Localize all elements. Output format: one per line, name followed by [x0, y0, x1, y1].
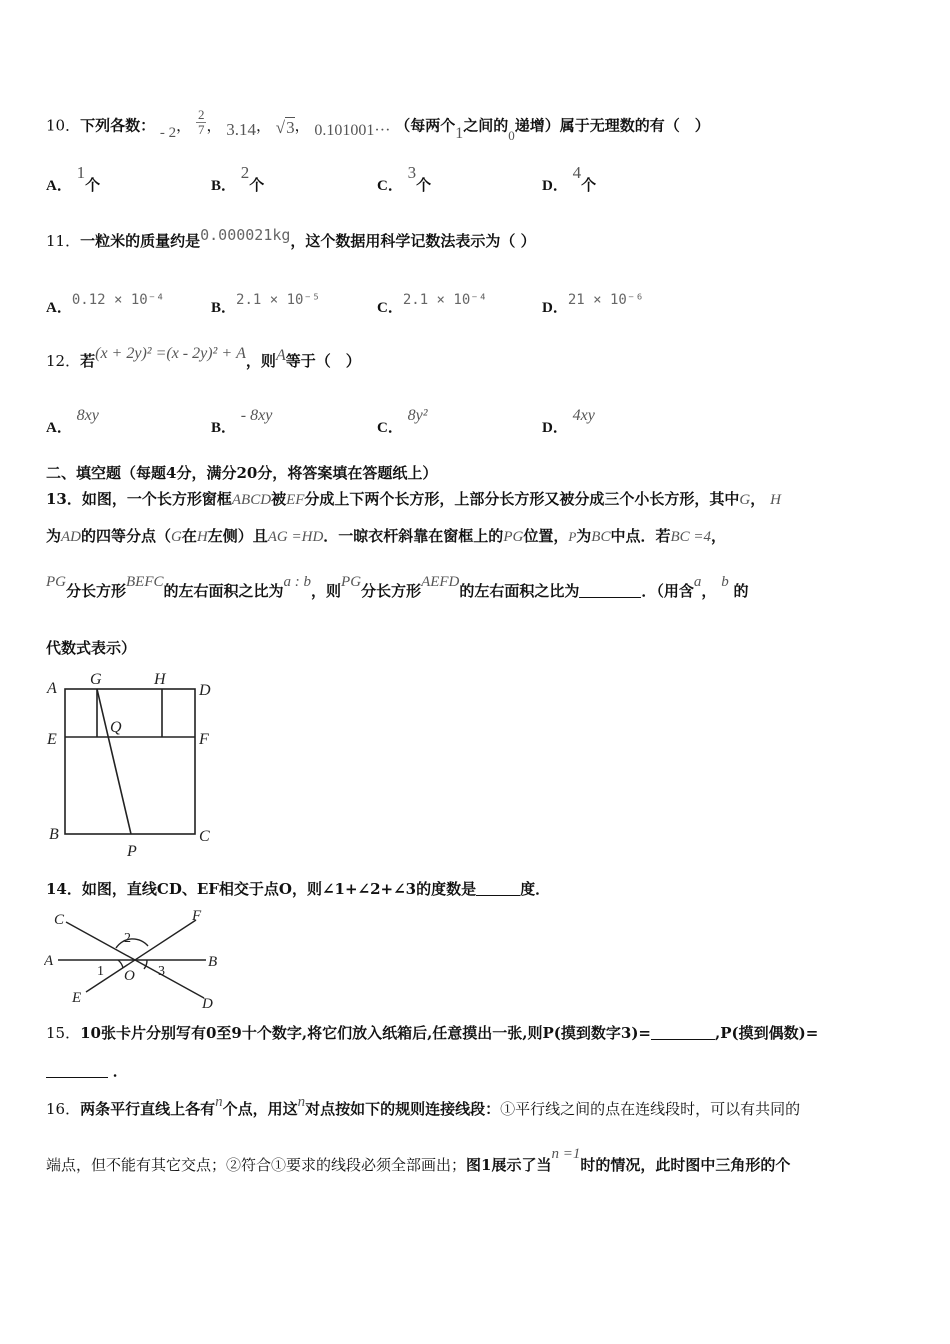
q16-line1 — [46, 1094, 800, 1125]
label-e: E — [47, 731, 57, 748]
q12-option-a[interactable] — [46, 404, 99, 436]
q12-option-c[interactable] — [377, 404, 428, 436]
q10-frac-num: 2 — [197, 107, 205, 122]
label-b: B — [208, 954, 218, 970]
q10-option-d[interactable] — [542, 162, 597, 194]
q13-p: P — [568, 529, 577, 544]
q14-lines-figure — [44, 904, 234, 1012]
label-a: A — [47, 680, 57, 697]
q16-text: 两条平行直线上各有 — [80, 1100, 216, 1118]
q13-var-a: a — [693, 574, 702, 590]
q11-stem — [46, 226, 536, 251]
q10-option-b[interactable] — [211, 162, 265, 194]
q12-var-a: A — [275, 347, 286, 364]
label-p: P — [127, 843, 137, 860]
option-value: 3 — [407, 163, 417, 182]
q15-line2 — [46, 1060, 128, 1081]
angle-2-arc — [116, 939, 148, 948]
q10-note-b: 之间的 — [463, 116, 509, 135]
q10-sqrt: √3 — [275, 117, 295, 137]
q13-text: ， — [750, 490, 766, 508]
option-suffix: 个 — [581, 176, 597, 194]
option-value: 2 — [240, 163, 250, 182]
q16-text: 端点，但不能有其它交点；②符合①要求的线段必须全部画出； — [46, 1156, 467, 1174]
option-value: 1 — [76, 163, 86, 182]
q10-comma: ， — [176, 116, 192, 135]
q10-fraction — [196, 108, 207, 137]
q11-number: 11． — [46, 232, 81, 250]
label-g: G — [90, 671, 102, 688]
q13-text: ， — [711, 527, 727, 545]
q13-text: 位置， — [523, 527, 569, 545]
q10-note-c: 递增）属于无理数的有（ ） — [514, 116, 710, 135]
q10-option-a[interactable] — [46, 162, 101, 194]
q12-prompt-b: ，则 — [245, 352, 276, 370]
q10-comma2: ， — [206, 116, 222, 135]
option-label: B． — [211, 300, 237, 316]
option-label: D． — [542, 178, 568, 194]
q13-text: 左侧）且 — [207, 527, 268, 545]
q10-comma3: ， — [255, 116, 271, 135]
q10-stem — [46, 107, 710, 152]
option-suffix: 个 — [85, 176, 101, 194]
q13-abcd: ABCD — [231, 492, 272, 508]
q11-mass: 0.000021kg — [200, 226, 291, 244]
q16-text: 对点按如下的规则连接线段： — [305, 1100, 501, 1118]
q13-text: 的左右面积之比为 — [459, 582, 580, 600]
q10-314: 3.14 — [226, 119, 256, 139]
option-value: 4xy — [572, 407, 595, 424]
option-label: A． — [46, 300, 72, 316]
q13-g: G — [739, 492, 751, 508]
label-o: O — [124, 968, 135, 984]
option-value: 8y² — [407, 407, 428, 424]
segment-pg — [97, 689, 131, 834]
q13-ag-hd: AG =HD — [267, 529, 324, 545]
q13-text: 被 — [271, 490, 287, 508]
q16-n: n — [297, 1094, 306, 1110]
q13-g: G — [171, 529, 182, 545]
q13-h: H — [770, 492, 781, 508]
q16-n: n — [215, 1094, 223, 1110]
option-label: D． — [542, 420, 568, 436]
option-label: A． — [46, 178, 72, 194]
q13-pg: PG — [341, 574, 362, 590]
label-f: F — [199, 731, 209, 748]
rect-abcd — [65, 689, 195, 834]
q16-text: 个点，用这 — [222, 1100, 298, 1118]
q13-text: 中点．若 — [610, 527, 671, 545]
q13-line2 — [46, 525, 726, 546]
q12-prompt-a: 若 — [80, 352, 96, 370]
option-value: 2.1 × 10⁻⁵ — [236, 292, 321, 308]
label-e: E — [72, 990, 82, 1006]
q11-option-a[interactable] — [46, 288, 165, 316]
q13-ad: AD — [61, 529, 82, 545]
q13-text: 为 — [46, 527, 62, 545]
q10-number: 10． — [46, 116, 81, 135]
q16-n-eq: n =1 — [551, 1146, 581, 1162]
q16-number: 16． — [46, 1100, 81, 1118]
q15-number: 15． — [46, 1024, 81, 1042]
option-suffix: 个 — [249, 176, 265, 194]
q11-option-b[interactable] — [211, 288, 321, 316]
label-q: Q — [110, 719, 122, 736]
option-label: D． — [542, 300, 568, 316]
q13-line1 — [46, 488, 781, 509]
q13-text: ，则 — [311, 582, 342, 600]
q13-line4: 代数式表示） — [46, 639, 137, 657]
option-value: 21 × 10⁻⁶ — [567, 292, 644, 308]
option-value: - 8xy — [240, 407, 273, 424]
q14-answer-blank[interactable] — [476, 881, 520, 896]
q12-stem — [46, 346, 361, 377]
q15-text: ． — [112, 1062, 128, 1080]
q13-bc: BC — [591, 529, 611, 545]
q12-option-d[interactable] — [542, 404, 595, 436]
q13-var-b: b — [721, 574, 729, 590]
q12-option-b[interactable] — [211, 404, 273, 436]
q13-text: 的四等分点（ — [81, 527, 172, 545]
q13-text: 在 — [181, 527, 197, 545]
q13-text: ．（用含 — [641, 582, 694, 600]
q13-h: H — [196, 529, 208, 545]
q10-frac-den: 7 — [197, 122, 205, 137]
q13-text: ．一晾衣杆斜靠在窗框上的 — [323, 527, 504, 545]
q10-sqrt-val: 3 — [286, 117, 295, 137]
q16-text: ①平行线之间的点在连线段时，可以有共同的 — [500, 1100, 801, 1118]
q13-pg: PG — [503, 529, 524, 545]
q14-text: 度． — [520, 880, 551, 898]
q16-text: 图1展示了当 — [466, 1156, 552, 1174]
label-h: H — [154, 671, 166, 688]
q13-answer-blank[interactable] — [579, 583, 641, 598]
q13-text: 的 — [733, 582, 749, 600]
option-label: B． — [211, 420, 237, 436]
option-value: 8xy — [76, 407, 99, 424]
option-label: C． — [377, 420, 403, 436]
q16-text: 时的情况，此时图中三角形的个 — [580, 1156, 791, 1174]
q13-ratio: a : b — [283, 574, 312, 590]
q10-option-c[interactable] — [377, 162, 432, 194]
q13-ef: EF — [286, 492, 305, 508]
q12-prompt-c: 等于（ ） — [285, 352, 361, 370]
label-a: A — [44, 953, 54, 969]
option-value: 4 — [572, 163, 582, 182]
q11-option-c[interactable] — [377, 288, 488, 316]
q15-stem — [46, 1022, 818, 1043]
q14-stem — [46, 878, 550, 899]
q13-text: 分长方形 — [66, 582, 127, 600]
option-value: 2.1 × 10⁻⁴ — [402, 292, 488, 308]
line-ef — [86, 920, 196, 992]
q13-text: 的左右面积之比为 — [163, 582, 284, 600]
q13-text: 13．如图，一个长方形窗框 — [46, 490, 232, 508]
q10-neg2: - 2 — [159, 124, 177, 141]
q13-window-figure — [44, 666, 224, 862]
q14-text: 14．如图，直线CD、EF相交于点O，则∠1+∠2+∠3的度数是 — [46, 880, 477, 898]
section2-heading: 二、填空题（每题4分，满分20分，将答案填在答题纸上） — [46, 464, 438, 482]
option-label: C． — [377, 178, 403, 194]
label-c: C — [54, 912, 65, 928]
q12-equation: (x + 2y)² =(x - 2y)² + A — [95, 345, 246, 362]
q13-pg: PG — [46, 574, 66, 590]
q15-text: 10张卡片分别写有0至9十个数字,将它们放入纸箱后,任意摸出一张,则P(摸到数字3)= — [80, 1024, 651, 1042]
q13-text: ， — [701, 582, 717, 600]
label-angle-2: 2 — [124, 931, 131, 946]
q15-answer-blank-1[interactable] — [651, 1025, 715, 1040]
q11-option-d[interactable] — [542, 288, 644, 316]
q13-line3 — [46, 574, 749, 609]
q13-text: 分成上下两个长方形，上部分长方形又被分成三个小长方形，其中 — [304, 490, 740, 508]
q11-prompt-a: 一粒米的质量约是 — [80, 232, 201, 250]
label-c: C — [199, 828, 210, 845]
label-b: B — [49, 826, 59, 843]
label-f: F — [192, 908, 202, 924]
q10-note-zero: 0 — [508, 127, 515, 143]
option-label: A． — [46, 420, 72, 436]
option-suffix: 个 — [416, 176, 432, 194]
q12-number: 12． — [46, 352, 81, 370]
angle-1-arc — [118, 960, 123, 968]
q16-line2 — [46, 1146, 791, 1181]
q11-prompt-b: ，这个数据用科学记数法表示为（ ） — [290, 232, 536, 250]
q13-aefd: AEFD — [421, 574, 460, 590]
label-d: D — [199, 682, 211, 699]
q10-prompt: 下列各数： — [80, 116, 156, 135]
label-angle-3: 3 — [158, 964, 165, 979]
q10-comma4: ， — [294, 116, 310, 135]
label-angle-1: 1 — [97, 964, 104, 979]
option-value: 0.12 × 10⁻⁴ — [71, 292, 165, 308]
q10-note-a: （每两个 — [395, 116, 456, 135]
q15-answer-blank-2[interactable] — [46, 1063, 108, 1078]
label-d: D — [202, 996, 213, 1012]
q15-text: ,P(摸到偶数)= — [715, 1024, 819, 1042]
option-label: C． — [377, 300, 403, 316]
q13-befc: BEFC — [126, 574, 164, 590]
q10-decimal: 0.101001··· — [314, 121, 391, 139]
q13-text: 为 — [576, 527, 592, 545]
q10-note-one: 1 — [455, 124, 464, 142]
q13-bc4: BC =4 — [670, 529, 712, 545]
q13-text: 分长方形 — [361, 582, 422, 600]
option-label: B． — [211, 178, 237, 194]
